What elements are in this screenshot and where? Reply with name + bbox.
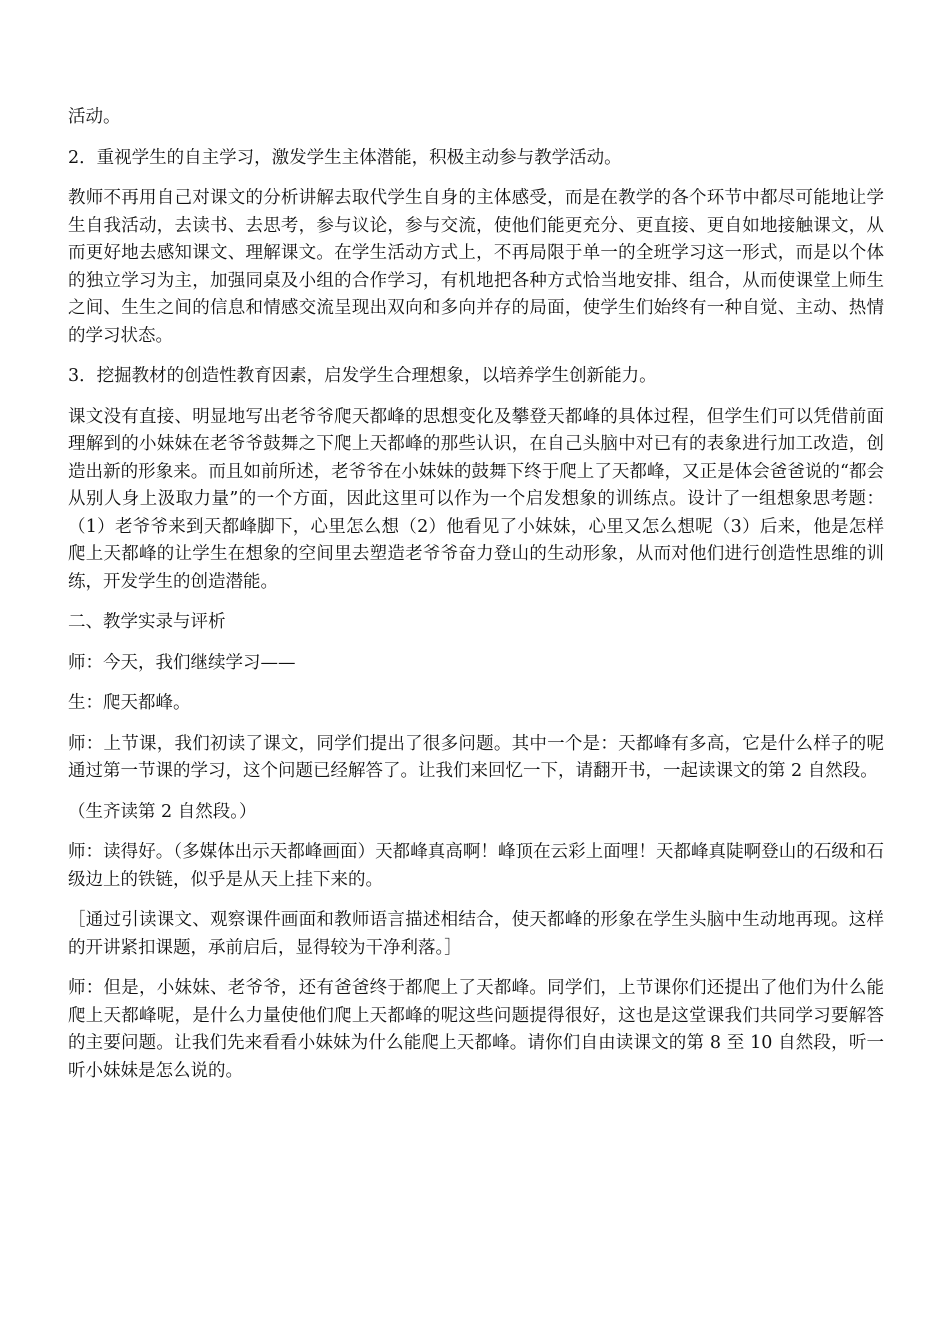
paragraph-13: 师：但是，小妹妹、老爷爷，还有爸爸终于都爬上了天都峰。同学们，上节课你们还提出了他们为什么能爬上天都峰呢，是什么力量使他们爬上天都峰的呢这些问题提得很好，这也是这堂课我们共同学习要解答的主要问题。让我们先来看看小妹妹为什么能爬上天都峰。请你们自由读课文的第 8 至 10 自然段，听一听小妹妹是怎么说的。 [68,978,884,1081]
section-heading: 二、教学实录与评析 [68,612,226,632]
paragraph-10: （生齐读第 2 自然段。） [68,801,257,822]
paragraph-9: 师：上节课，我们初读了课文，同学们提出了很多问题。其中一个是：天都峰有多高，它是什么样子的呢通过第一节课的学习，这个问题已经解答了。让我们来回忆一下，请翻开书，一起读课文的第 2 自然段。 [68,733,884,781]
paragraph-3: 教师不再用自己对课文的分析讲解去取代学生自身的主体感受，而是在教学的各个环节中都尽可能地让学生自我活动，去读书、去思考，参与议论，参与交流，使他们能更充分、更直接、更自如地接触课文，从而更好地去感知课文、理解课文。在学生活动方式上，不再局限于单一的全班学习这一形式，而是以个体的独立学习为主，加强同桌及小组的合作学习，有机地把各种方式恰当地安排、组合，从而使课堂上师生之间、生生之间的信息和情感交流呈现出双向和多向并存的局面，使学生们始终有一种自觉、主动、热情的学习状态。 [68,188,884,346]
paragraph-4: 3．挖掘教材的创造性教育因素，启发学生合理想象，以培养学生创新能力。 [68,366,657,386]
paragraph-2: 2．重视学生的自主学习，激发学生主体潜能，积极主动参与教学活动。 [68,147,622,168]
paragraph-8: 生：爬天都峰。 [68,693,191,713]
paragraph-1: 活动。 [68,107,121,127]
paragraph-5: 课文没有直接、明显地写出老爷爷爬天都峰的思想变化及攀登天都峰的具体过程，但学生们可以凭借前面理解到的小妹妹在老爷爷鼓舞之下爬上天都峰的那些认识，在自己头脑中对已有的表象进行加工改造，创造出新的形象来。而且如前所述，老爷爷在小妹妹的鼓舞下终于爬上了天都峰，又正是体会爸爸说的“都会从别人身上汲取力量”的一个方面，因此这里可以作为一个启发想象的训练点。设计了一组想象思考题：（1）老爷爷来到天都峰脚下，心里怎么想（2）他看见了小妹妹，心里又怎么想呢（3）后来，他是怎样爬上天都峰的让学生在想象的空间里去塑造老爷爷奋力登山的生动形象，从而对他们进行创造性思维的训练，开发学生的创造潜能。 [68,406,884,592]
paragraph-7: 师：今天，我们继续学习—— [68,652,296,673]
paragraph-11: 师：读得好。（多媒体出示天都峰画面）天都峰真高啊！峰顶在云彩上面哩！天都峰真陡啊登山的石级和石级边上的铁链，似乎是从天上挂下来的。 [68,842,884,890]
commentary-note: ［通过引读课文、观察课件画面和教师语言描述相结合，使天都峰的形象在学生头脑中生动地再现。这样的开讲紧扣课题，承前启后，显得较为干净利落。］ [68,910,884,958]
document-page [68,104,884,1098]
